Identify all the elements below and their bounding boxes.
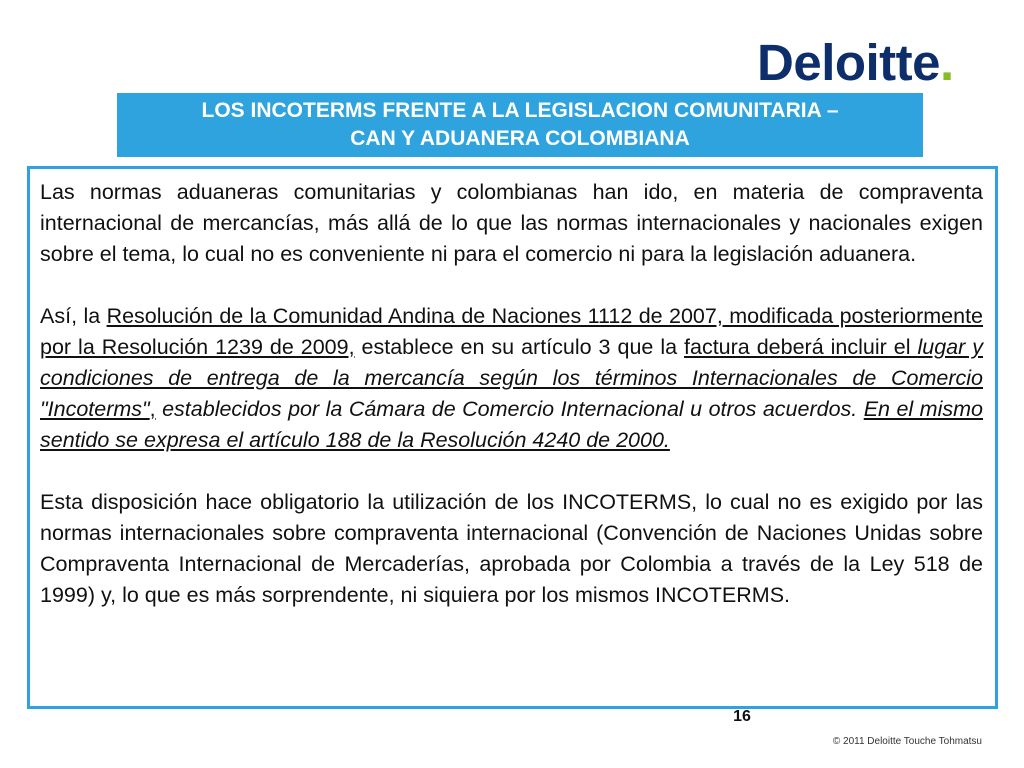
logo-text: Deloitte [757,34,941,91]
deloitte-logo [757,33,954,93]
copyright: © 2011 Deloitte Touche Tohmatsu [832,736,982,747]
paragraph-3: Esta disposición hace obligatorio la utilización de los INCOTERMS, lo cual no es exigido por las normas internacionales sobre compraventa internacional (Convención de Naciones Unidas sobre Compraventa Internacional de Mercaderías, aprobada por Colombia a través de la Ley 518 de 1999) y, lo que es más sorprendente, ni siquiera por los mismos INCOTERMS. [40,490,983,607]
resolution-1112-reference: Resolución de la Comunidad Andina de Naciones 1112 de 2007, modificada posteriormente por la Resolución 1239 de 2009, [40,304,984,359]
content-box [27,166,998,709]
page-number: 16 [733,708,751,725]
factura-clause: factura deberá incluir el [684,335,918,359]
title-line-2: CAN Y ADUANERA COLOMBIANA [350,127,690,150]
p2-text: establece en su artículo 3 que la [354,335,685,359]
paragraph-1: Las normas aduaneras comunitarias y colombianas han ido, en materia de compraventa internacional de mercancías, más allá de lo que las normas internacionales y nacionales exigen sobre el tema, lo cual no es conveniente ni para el comercio ni para la legislación aduanera. [40,180,983,266]
logo-dot: . [940,34,954,91]
incoterms-clause: lugar y condiciones de entrega de la mercancía según los términos Internacionales de Comercio "Incoterms" [40,335,983,421]
p2-intro: Así, la [40,304,107,328]
camara-clause: establecidos por la Cámara de Comercio Internacional u otros acuerdos. [155,397,858,421]
resolution-4240-reference: En el mismo sentido se expresa el artículo 188 de la Resolución 4240 de 2000. [40,397,983,452]
paragraph-2 [40,301,983,456]
slide-title [117,93,923,157]
comma: , [149,397,156,421]
title-line-1: LOS INCOTERMS FRENTE A LA LEGISLACION COMUNITARIA – [201,99,839,122]
